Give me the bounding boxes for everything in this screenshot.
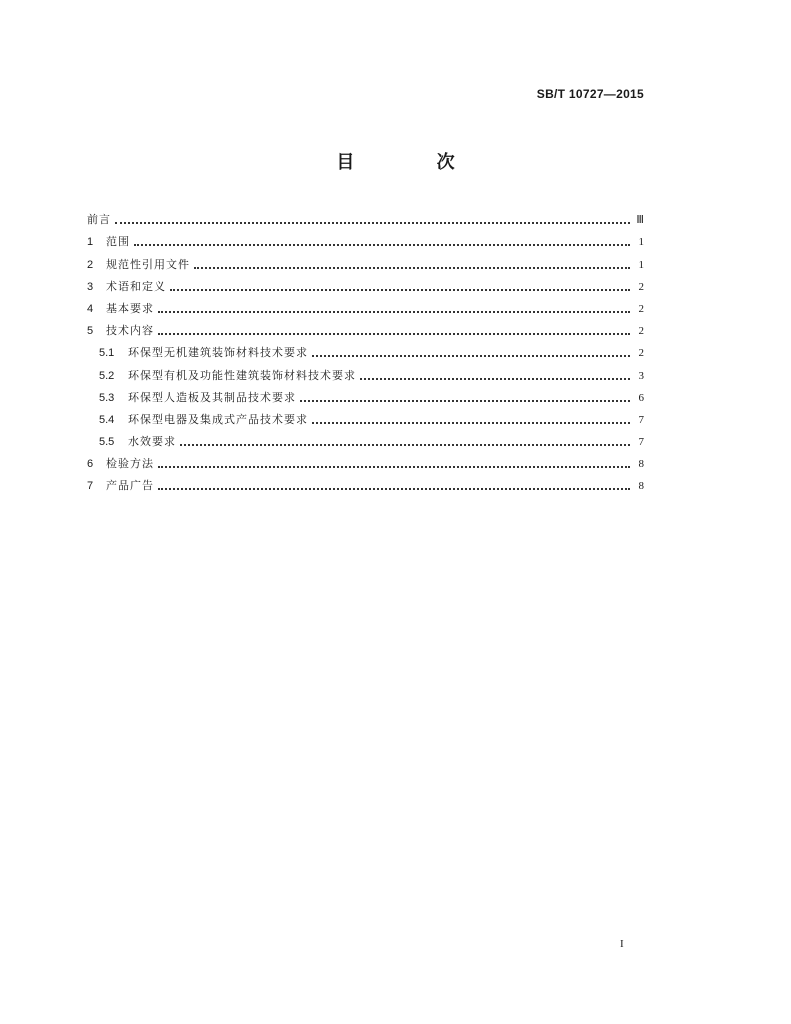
toc-dot-leader bbox=[115, 222, 630, 224]
toc-entry-number: 7 bbox=[87, 480, 94, 493]
toc-entry-label: 水效要求 bbox=[128, 435, 176, 449]
toc-entry-label: 产品广告 bbox=[106, 479, 154, 493]
toc-entry-page: 1 bbox=[638, 236, 644, 249]
toc-entry-label: 技术内容 bbox=[106, 324, 154, 338]
toc-entry-label: 规范性引用文件 bbox=[106, 257, 190, 271]
toc-entry-number: 6 bbox=[87, 458, 94, 471]
toc-entry-page: 3 bbox=[638, 369, 644, 382]
toc-dot-leader bbox=[312, 355, 630, 357]
toc-dot-leader bbox=[360, 378, 630, 380]
toc-entry-page: 2 bbox=[638, 302, 644, 315]
toc-entry-number: 4 bbox=[87, 302, 94, 315]
standard-number: SB/T 10727—2015 bbox=[536, 87, 644, 101]
toc-entry-page: Ⅲ bbox=[636, 214, 644, 227]
toc-entry-number: 1 bbox=[87, 236, 94, 249]
toc-entry-foreword[interactable] bbox=[87, 205, 644, 227]
toc-entry-number: 5 bbox=[87, 325, 94, 338]
toc-dot-leader bbox=[134, 244, 630, 246]
toc-entry-2[interactable] bbox=[87, 249, 644, 271]
toc-entry-5[interactable] bbox=[87, 316, 644, 338]
toc-entry-label: 环保型电器及集成式产品技术要求 bbox=[128, 412, 308, 426]
footer-page-number: I bbox=[620, 938, 624, 950]
toc-dot-leader bbox=[158, 333, 630, 335]
toc-entry-number: 5.2 bbox=[99, 369, 115, 382]
toc-dot-leader bbox=[194, 267, 630, 269]
toc-dot-leader bbox=[180, 444, 630, 446]
toc-entry-number: 5.3 bbox=[99, 391, 115, 404]
toc-dot-leader bbox=[312, 422, 630, 424]
toc-entry-number: 5.4 bbox=[99, 413, 115, 426]
toc-entry-5-2[interactable] bbox=[87, 360, 644, 382]
toc-entry-label: 检验方法 bbox=[106, 457, 154, 471]
toc-entry-label: 环保型无机建筑装饰材料技术要求 bbox=[128, 346, 308, 360]
toc-entry-page: 1 bbox=[638, 258, 644, 271]
toc-entry-page: 2 bbox=[638, 347, 644, 360]
toc-entry-label: 环保型人造板及其制品技术要求 bbox=[128, 390, 296, 404]
toc-entry-page: 7 bbox=[638, 436, 644, 449]
toc-dot-leader bbox=[170, 289, 630, 291]
toc-entry-5-1[interactable] bbox=[87, 338, 644, 360]
toc-entry-1[interactable] bbox=[87, 227, 644, 249]
toc-entry-number: 5.1 bbox=[99, 347, 115, 360]
toc-entry-page: 8 bbox=[638, 480, 644, 493]
toc-entry-label: 环保型有机及功能性建筑装饰材料技术要求 bbox=[128, 368, 356, 382]
toc-entry-5-3[interactable] bbox=[87, 383, 644, 405]
toc-entry-6[interactable] bbox=[87, 449, 644, 471]
toc-entry-page: 2 bbox=[638, 280, 644, 293]
toc-entry-page: 6 bbox=[638, 391, 644, 404]
toc-entry-7[interactable] bbox=[87, 471, 644, 493]
toc-entry-label: 基本要求 bbox=[106, 301, 154, 315]
toc-entry-4[interactable] bbox=[87, 294, 644, 316]
toc-entry-number: 5.5 bbox=[99, 436, 115, 449]
table-of-contents bbox=[87, 205, 644, 493]
toc-entry-label: 术语和定义 bbox=[106, 279, 166, 293]
toc-entry-number: 2 bbox=[87, 258, 94, 271]
page-title: 目 次 bbox=[336, 152, 493, 173]
toc-entry-page: 7 bbox=[638, 413, 644, 426]
toc-dot-leader bbox=[300, 400, 630, 402]
toc-entry-3[interactable] bbox=[87, 272, 644, 294]
toc-entry-page: 8 bbox=[638, 458, 644, 471]
toc-entry-5-5[interactable] bbox=[87, 427, 644, 449]
toc-entry-5-4[interactable] bbox=[87, 405, 644, 427]
toc-dot-leader bbox=[158, 488, 630, 490]
toc-entry-label: 范围 bbox=[106, 235, 130, 249]
toc-dot-leader bbox=[158, 466, 630, 468]
toc-entry-label: 前言 bbox=[87, 213, 111, 227]
toc-entry-page: 2 bbox=[638, 325, 644, 338]
toc-dot-leader bbox=[158, 311, 630, 313]
toc-entry-number: 3 bbox=[87, 280, 94, 293]
